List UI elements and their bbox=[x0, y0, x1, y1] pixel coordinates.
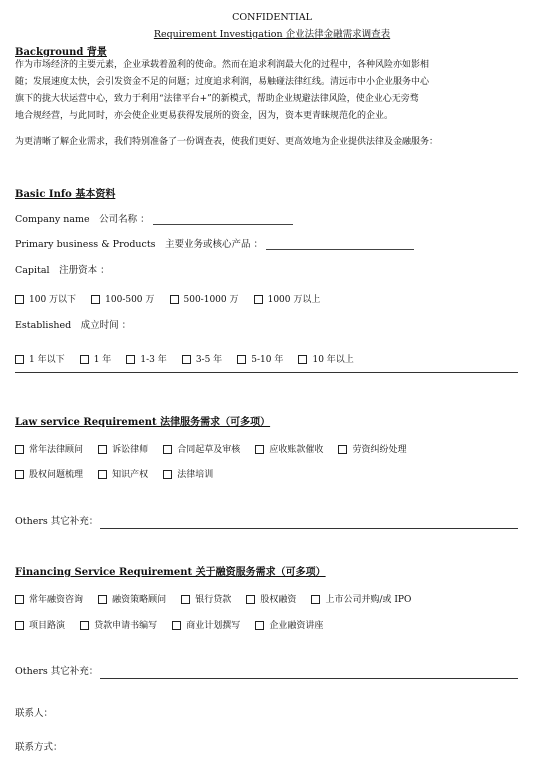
contact-person-label: 联系人： bbox=[15, 708, 54, 719]
financing-option[interactable]: 项目路演 bbox=[15, 618, 65, 631]
checkbox[interactable] bbox=[163, 470, 172, 479]
capital-option[interactable]: 500-1000 万 bbox=[170, 292, 239, 305]
financing-heading: Financing Service Requirement 关于融资服务需求（可多项） bbox=[15, 567, 326, 578]
capital-option[interactable]: 100 万以下 bbox=[15, 292, 76, 305]
law-option[interactable]: 诉讼律师 bbox=[98, 442, 148, 455]
company-name-label: Company name 公司名称 ： bbox=[15, 214, 150, 225]
checkbox[interactable] bbox=[246, 595, 255, 604]
capital-options bbox=[15, 287, 330, 306]
checkbox[interactable] bbox=[338, 445, 347, 454]
established-option[interactable]: 1-3 年 bbox=[126, 352, 166, 365]
established-option[interactable]: 3-5 年 bbox=[182, 352, 222, 365]
financing-option[interactable]: 上市公司并购/或 IPO bbox=[311, 592, 411, 605]
checkbox[interactable] bbox=[254, 295, 263, 304]
basic-info-heading: Basic Info 基本资料 bbox=[15, 189, 116, 200]
checkbox[interactable] bbox=[182, 355, 191, 364]
checkbox[interactable] bbox=[80, 355, 89, 364]
checkbox[interactable] bbox=[15, 621, 24, 630]
law-option[interactable]: 股权问题梳理 bbox=[15, 467, 83, 480]
law-option[interactable]: 法律培训 bbox=[163, 467, 213, 480]
business-field[interactable] bbox=[266, 239, 414, 250]
capital-option[interactable]: 1000 万以上 bbox=[254, 292, 321, 305]
checkbox[interactable] bbox=[15, 595, 24, 604]
contact-method-label: 联系方式： bbox=[15, 742, 63, 753]
business-row bbox=[15, 236, 414, 250]
company-name-row bbox=[15, 211, 293, 225]
background-line-1: 作为市场经济的主要元素，企业承载着盈利的使命。然而在追求利润最大化的过程中，各种风险亦如影相 bbox=[15, 60, 430, 70]
checkbox[interactable] bbox=[15, 295, 24, 304]
financing-option[interactable]: 银行贷款 bbox=[181, 592, 231, 605]
financing-options-row-1 bbox=[15, 587, 421, 606]
financing-others-label: Others 其它补充： bbox=[15, 666, 99, 677]
established-option[interactable]: 10 年以上 bbox=[298, 352, 353, 365]
checkbox[interactable] bbox=[181, 595, 190, 604]
background-intent: 为更清晰了解企业需求，我们特别准备了一份调查表，使我们更好、更高效地为企业提供法律及金融服务： bbox=[15, 137, 439, 147]
checkbox[interactable] bbox=[255, 621, 264, 630]
checkbox[interactable] bbox=[163, 445, 172, 454]
checkbox[interactable] bbox=[311, 595, 320, 604]
financing-options-row-2 bbox=[15, 613, 333, 632]
checkbox[interactable] bbox=[98, 470, 107, 479]
checkbox[interactable] bbox=[15, 470, 24, 479]
financing-option[interactable]: 贷款申请书编写 bbox=[80, 618, 157, 631]
checkbox[interactable] bbox=[170, 295, 179, 304]
financing-option[interactable]: 常年融资咨询 bbox=[15, 592, 83, 605]
checkbox[interactable] bbox=[98, 445, 107, 454]
capital-label: Capital 注册资本 ： bbox=[15, 265, 110, 276]
background-line-3: 旗下的拢大状运营中心，致力于利用“法律平台+”的新模式，帮助企业规避法律风险，使企业心无旁骛 bbox=[15, 94, 419, 104]
checkbox[interactable] bbox=[255, 445, 264, 454]
document-title: Requirement Investigation 企业法律金融需求调查表 bbox=[153, 29, 391, 40]
established-option[interactable]: 1 年 bbox=[80, 352, 112, 365]
law-option[interactable]: 应收账款催收 bbox=[255, 442, 323, 455]
business-label: Primary business & Products 主要业务或核心产品 ： bbox=[15, 239, 264, 250]
financing-option[interactable]: 商业计划撰写 bbox=[172, 618, 240, 631]
law-option[interactable]: 知识产权 bbox=[98, 467, 148, 480]
background-line-2: 随；发展速度太快，会引发资金不足的问题；过度追求利润，易触碰法律红线。清远市中小企业服务中心 bbox=[15, 77, 430, 87]
established-option[interactable]: 1 年以下 bbox=[15, 352, 65, 365]
section-divider bbox=[15, 372, 518, 373]
company-name-field[interactable] bbox=[153, 214, 293, 225]
capital-option[interactable]: 100-500 万 bbox=[91, 292, 154, 305]
law-others-field[interactable] bbox=[100, 528, 518, 529]
law-others-label: Others 其它补充： bbox=[15, 516, 99, 527]
checkbox[interactable] bbox=[172, 621, 181, 630]
checkbox[interactable] bbox=[298, 355, 307, 364]
established-option[interactable]: 5-10 年 bbox=[237, 352, 283, 365]
law-option[interactable]: 合同起草及审核 bbox=[163, 442, 240, 455]
law-service-heading: Law service Requirement 法律服务需求（可多项） bbox=[15, 417, 271, 428]
checkbox[interactable] bbox=[237, 355, 246, 364]
background-heading: Background 背景 bbox=[15, 47, 107, 58]
established-options bbox=[15, 347, 364, 366]
checkbox[interactable] bbox=[126, 355, 135, 364]
financing-option[interactable]: 股权融资 bbox=[246, 592, 296, 605]
financing-others-field[interactable] bbox=[100, 678, 518, 679]
background-line-4: 地合规经营，与此同时，亦会使企业更易获得发展所的资金，因为，资本更青睐规范化的企业。 bbox=[15, 111, 394, 121]
checkbox[interactable] bbox=[98, 595, 107, 604]
checkbox[interactable] bbox=[15, 355, 24, 364]
law-option[interactable]: 劳资纠纷处理 bbox=[338, 442, 406, 455]
financing-option[interactable]: 融资策略顾问 bbox=[98, 592, 166, 605]
checkbox[interactable] bbox=[15, 445, 24, 454]
established-label: Established 成立时间 ： bbox=[15, 320, 132, 331]
law-option[interactable]: 常年法律顾问 bbox=[15, 442, 83, 455]
financing-option[interactable]: 企业融资讲座 bbox=[255, 618, 323, 631]
law-options-row-2 bbox=[15, 462, 223, 481]
checkbox[interactable] bbox=[91, 295, 100, 304]
confidential-label: CONFIDENTIAL bbox=[232, 12, 312, 23]
checkbox[interactable] bbox=[80, 621, 89, 630]
law-options-row-1 bbox=[15, 437, 416, 456]
